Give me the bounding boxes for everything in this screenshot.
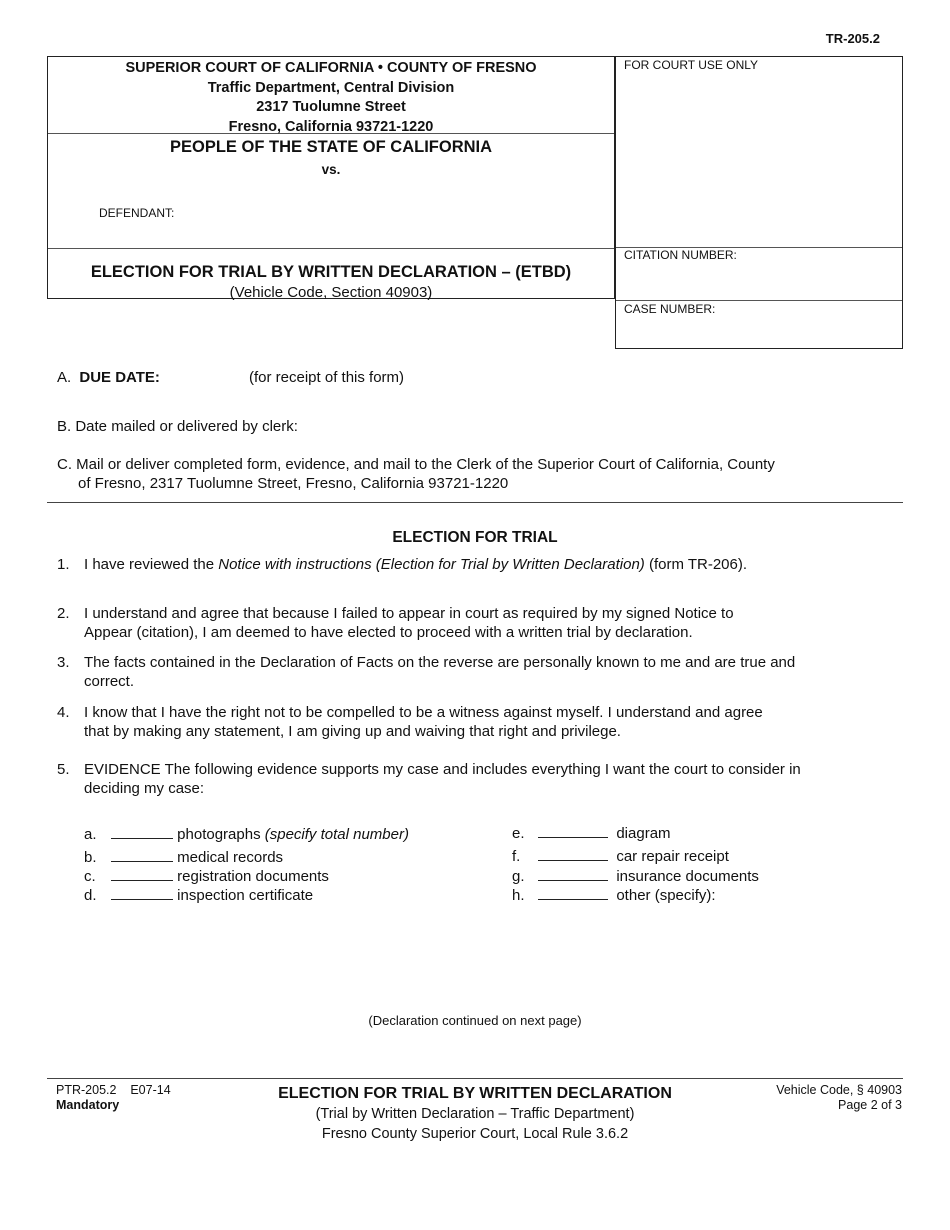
footer-page-number: Page 2 of 3 [838, 1098, 902, 1112]
footer-vehicle-code: Vehicle Code, § 40903 [776, 1083, 902, 1097]
footer-form-code: PTR-205.2 E07-14 [56, 1083, 171, 1097]
evidence-item-d [84, 885, 313, 905]
evidence-letter: c. [84, 868, 96, 885]
evidence-label: inspection certificate [177, 887, 314, 904]
section-b: B. Date mailed or delivered by clerk: [57, 418, 298, 435]
due-date-note: (for receipt of this form) [249, 369, 405, 386]
footer-divider [47, 1078, 903, 1079]
section-c [57, 455, 907, 493]
evidence-note: (specify total number) [264, 826, 409, 843]
item-4-line: I know that I have the right not to be compelled to be a witness against myself. I understand and agree [84, 704, 763, 721]
election-title: ELECTION FOR TRIAL [392, 529, 558, 546]
evidence-item-g [512, 866, 759, 886]
evidence-letter: a. [84, 826, 97, 843]
footer-center [240, 1083, 710, 1144]
section-a-letter: A. [57, 369, 72, 386]
evidence-count-field-f[interactable] [538, 846, 608, 861]
form-title: ELECTION FOR TRIAL BY WRITTEN DECLARATION – (ETBD) [90, 263, 572, 281]
form-subtitle: (Vehicle Code, Section 40903) [229, 284, 433, 301]
evidence-item-a [84, 824, 409, 844]
item-2-line: Appear (citation), I am deemed to have elected to proceed with a written trial by declaration. [84, 624, 693, 641]
versus-label: vs. [321, 162, 341, 177]
item-number: 5. [57, 761, 70, 778]
court-street: 2317 Tuolumne Street [256, 99, 406, 115]
item-4-line: that by making any statement, I am giving up and waiving that right and privilege. [84, 723, 621, 740]
item-2-text [84, 604, 904, 642]
court-name: SUPERIOR COURT OF CALIFORNIA • COUNTY OF FRESNO [125, 60, 537, 76]
evidence-count-field-h[interactable] [538, 885, 608, 900]
court-use-box [615, 56, 903, 349]
divider [616, 300, 902, 301]
footer-left [56, 1083, 171, 1113]
section-c-line1: C. Mail or deliver completed form, evidence, and mail to the Clerk of the Superior Court of California, County [57, 456, 775, 473]
item-2-line: I understand and agree that because I failed to appear in court as required by my signed Notice to [84, 605, 734, 622]
evidence-letter: f. [512, 848, 521, 865]
continued-note: (Declaration continued on next page) [368, 1013, 582, 1028]
footer-title: ELECTION FOR TRIAL BY WRITTEN DECLARATION [278, 1085, 672, 1102]
item-1-part: I have reviewed the [84, 556, 219, 573]
evidence-label: other (specify): [616, 887, 716, 904]
item-3-text [84, 653, 904, 691]
court-use-label: FOR COURT USE ONLY [624, 58, 759, 72]
case-number-label: CASE NUMBER: [624, 302, 716, 316]
defendant-label: DEFENDANT: [99, 206, 175, 220]
evidence-letter: g. [512, 868, 525, 885]
item-1-part: (form TR-206). [644, 556, 748, 573]
court-city: Fresno, California 93721-1220 [228, 118, 434, 135]
item-3-line: correct. [84, 673, 135, 690]
evidence-label: photographs [177, 826, 265, 843]
citation-number-label: CITATION NUMBER: [624, 248, 737, 262]
evidence-count-field-d[interactable] [111, 885, 173, 900]
item-1-text [84, 555, 904, 574]
evidence-label: registration documents [177, 868, 329, 885]
evidence-item-b [84, 847, 283, 867]
evidence-count-field-e[interactable] [538, 823, 608, 838]
evidence-item-e [512, 823, 671, 843]
evidence-label: diagram [616, 825, 671, 842]
court-header [48, 57, 614, 134]
footer-subtitle: (Trial by Written Declaration – Traffic Department) [315, 1106, 635, 1122]
item-number: 3. [57, 654, 70, 671]
item-number: 1. [57, 556, 70, 573]
case-caption [48, 134, 614, 249]
court-division: Traffic Department, Central Division [207, 79, 455, 96]
section-c-line2: of Fresno, 2317 Tuolumne Street, Fresno, California 93721-1220 [78, 475, 509, 492]
notice-reference: Notice with instructions (Election for Trial by Written Declaration) [218, 556, 645, 573]
evidence-count-field-c[interactable] [111, 866, 173, 881]
item-5-line: deciding my case: [84, 780, 205, 797]
evidence-count-field-a[interactable] [111, 824, 173, 839]
footer-right [776, 1083, 902, 1113]
evidence-label: medical records [177, 849, 284, 866]
evidence-letter: h. [512, 887, 525, 904]
item-4-text [84, 703, 904, 741]
evidence-label: car repair receipt [616, 848, 729, 865]
evidence-item-h [512, 885, 716, 905]
section-a [57, 368, 160, 387]
due-date-label: DUE DATE: [79, 369, 160, 386]
section-divider [47, 502, 903, 503]
item-3-line: The facts contained in the Declaration of Facts on the reverse are personally known to me and are true and [84, 654, 796, 671]
evidence-letter: b. [84, 849, 97, 866]
evidence-letter: e. [512, 825, 525, 842]
evidence-item-c [84, 866, 329, 886]
item-5-text [84, 760, 904, 798]
footer-mandatory: Mandatory [56, 1098, 120, 1112]
evidence-item-f [512, 846, 729, 866]
people-title: PEOPLE OF THE STATE OF CALIFORNIA [169, 138, 493, 156]
evidence-count-field-b[interactable] [111, 847, 173, 862]
evidence-count-field-g[interactable] [538, 866, 608, 881]
evidence-label: insurance documents [616, 868, 759, 885]
caption-box [47, 56, 615, 299]
item-5-line: EVIDENCE The following evidence supports my case and includes everything I want the court to consider in [84, 761, 801, 778]
form-number: TR-205.2 [825, 31, 880, 46]
footer-local-rule: Fresno County Superior Court, Local Rule 3.6.2 [321, 1126, 629, 1142]
item-number: 4. [57, 704, 70, 721]
evidence-letter: d. [84, 887, 97, 904]
item-number: 2. [57, 605, 70, 622]
